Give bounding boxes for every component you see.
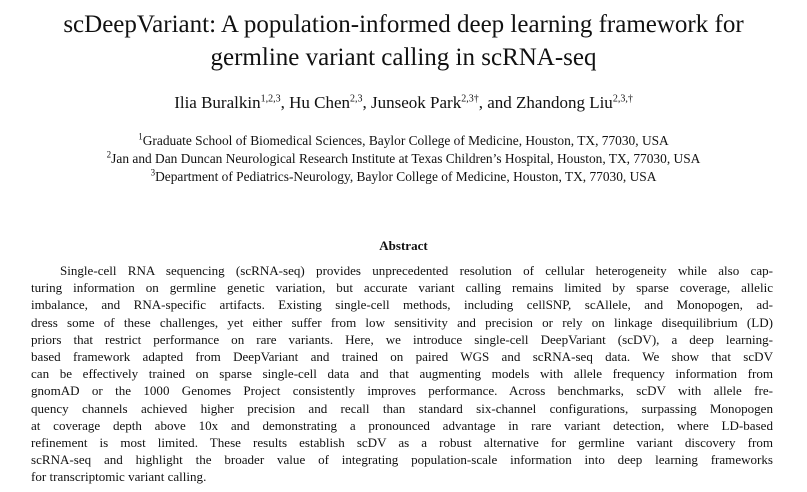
abstract-line: scRNA-seq and highlight the broader value of integrating population-scale information into deep learning frameworks	[31, 452, 773, 468]
title-line-1: scDeepVariant: A population-informed deep learning framework for	[63, 11, 744, 38]
affiliation-3	[0, 168, 807, 186]
affiliation-number: 3	[150, 167, 156, 178]
affiliation-text: Jan and Dan Duncan Neurological Research Institute at Texas Children’s Hospital, Houston, TX, 77030, USA	[111, 151, 701, 166]
affiliation-number: 1	[138, 131, 143, 142]
author-name: Junseok Park	[371, 93, 462, 112]
abstract-line: refinement is most limited. These results establish scDV as a robust alternative for germline variant discovery from	[31, 435, 773, 451]
abstract-line: at coverage depth above 10x and demonstrating a pronounced advantage in rare variant detection, where LD-based	[31, 417, 773, 433]
author-superscript: 1,2,3	[260, 93, 281, 105]
author-1	[174, 93, 280, 112]
author-superscript: 2,3†	[461, 93, 479, 105]
abstract-line: quency channels achieved higher precision and recall than standard six-channel configurations, surpassing Monopogen	[31, 400, 773, 416]
author-superscript: 2,3,†	[612, 93, 633, 105]
abstract-heading: Abstract	[379, 238, 428, 253]
author-separator: ,	[478, 93, 488, 112]
affiliation-2	[0, 150, 807, 168]
affiliation-list	[0, 132, 807, 186]
author-name: Ilia Buralkin	[174, 93, 261, 112]
abstract-line: gnomAD or the 1000 Genomes Project consistently improves performance. Across benchmarks, scDV with allele fre-	[31, 383, 773, 399]
author-name: Hu Chen	[289, 93, 351, 112]
abstract-line: priors that restrict performance on rare variants. Here, we introduce single-cell DeepVariant (scDV), a deep learning-	[31, 331, 773, 347]
abstract-body	[31, 262, 773, 486]
author-4	[487, 93, 633, 112]
abstract-line: turing information on germline genetic variation, but accurate variant calling remains limited by sparse coverage, allelic	[31, 280, 773, 296]
abstract-line: based framework adapted from DeepVariant and trained on paired WGS and scRNA-seq data. We show that scDV	[31, 349, 773, 365]
affiliation-1	[0, 132, 807, 150]
abstract-line: imbalance, and RNA-specific artifacts. Existing single-cell methods, including cellSNP, scAllele, and Monopogen, ad-	[31, 297, 773, 313]
author-separator: ,	[280, 93, 290, 112]
abstract-line: for transcriptomic variant calling.	[31, 469, 207, 485]
affiliation-text: Department of Pediatrics-Neurology, Baylor College of Medicine, Houston, TX, 77030, USA	[155, 169, 657, 184]
affiliation-text: Graduate School of Biomedical Sciences, Baylor College of Medicine, Houston, TX, 77030, USA	[142, 133, 669, 148]
author-superscript: 2,3	[350, 93, 363, 105]
abstract-line: dress some of these challenges, yet either suffer from low sensitivity and precision or rely on linkage disequilibrium (LD)	[31, 314, 773, 330]
author-2	[289, 93, 362, 112]
author-separator: ,	[362, 93, 372, 112]
affiliation-number: 2	[106, 149, 112, 160]
paper-title	[8, 8, 799, 74]
title-line-2: germline variant calling in scRNA-seq	[210, 44, 597, 71]
abstract-line: can be effectively trained on sparse single-cell data and that augmenting models with allele frequency information from	[31, 366, 773, 382]
author-list	[0, 92, 807, 114]
author-3	[371, 93, 479, 112]
author-name: and Zhandong Liu	[487, 93, 613, 112]
abstract-line: Single-cell RNA sequencing (scRNA-seq) provides unprecedented resolution of cellular heterogeneity while also cap-	[60, 263, 773, 278]
